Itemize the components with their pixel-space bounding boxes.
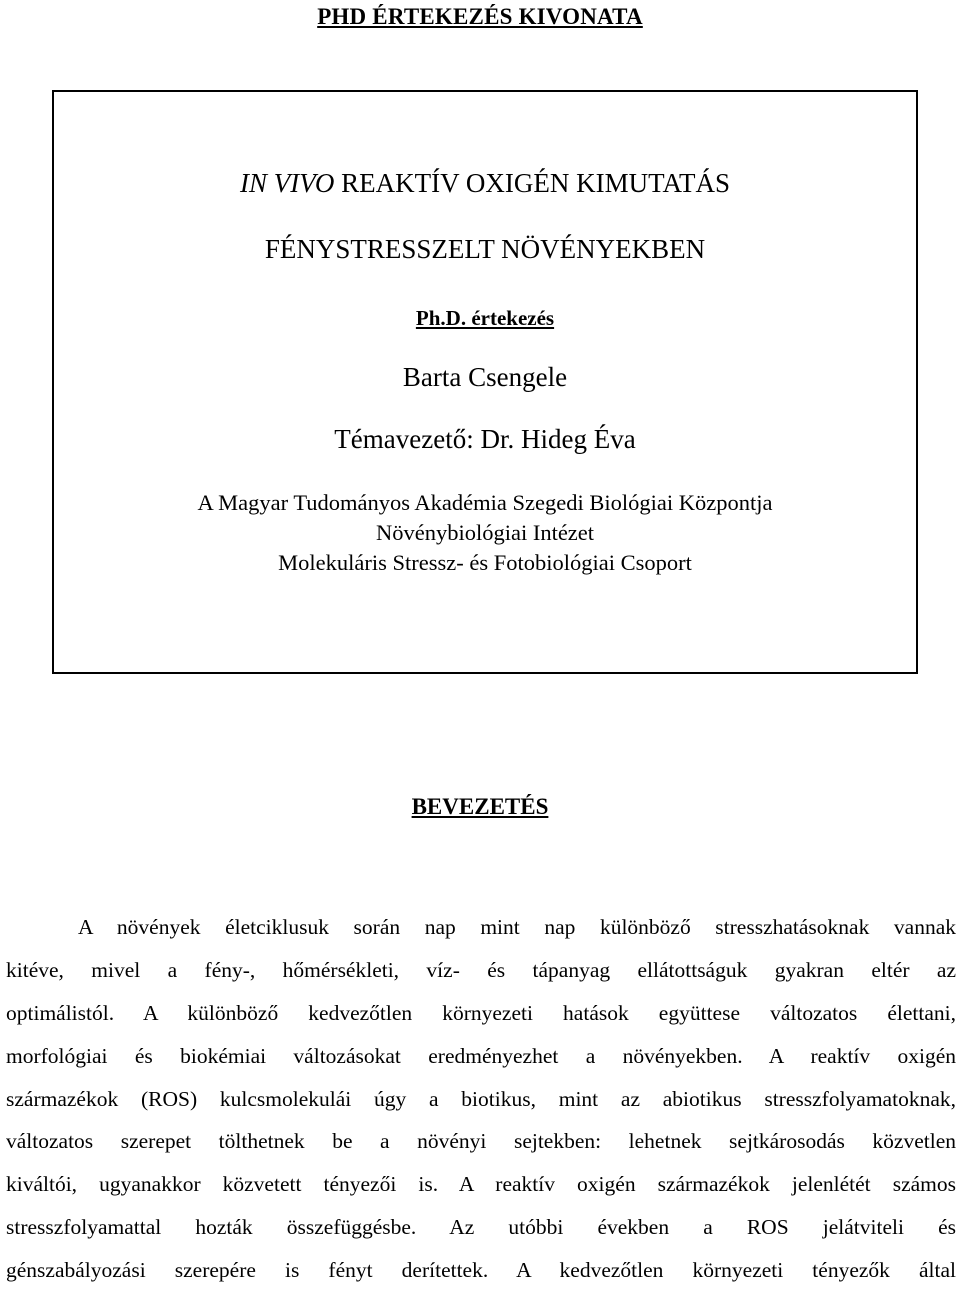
institution-line: Molekuláris Stressz- és Fotobiológiai Csoport bbox=[278, 550, 692, 575]
paragraph-line: kiváltói, ugyanakkor közvetett tényezői is. A reaktív oxigén származékok jelenlétét számos bbox=[6, 1172, 956, 1197]
paragraph-line: kitéve, mivel a fény-, hőmérsékleti, víz- és tápanyag ellátottságuk gyakran eltér az bbox=[6, 957, 956, 982]
dissertation-title-line-2: FÉNYSTRESSZELT NÖVÉNYEKBEN bbox=[264, 234, 706, 264]
degree-label: Ph.D. értekezés bbox=[415, 306, 555, 330]
section-heading: BEVEZETÉS bbox=[411, 794, 549, 819]
paragraph-line: stresszfolyamattal hozták összefüggésbe. Az utóbbi években a ROS jelátviteli és bbox=[6, 1215, 956, 1240]
institution-line: A Magyar Tudományos Akadémia Szegedi Biológiai Központja bbox=[197, 490, 773, 515]
title-box bbox=[52, 90, 918, 674]
title-rest-part: REAKTÍV OXIGÉN KIMUTATÁS bbox=[334, 168, 730, 198]
author-name: Barta Csengele bbox=[402, 362, 568, 392]
institution-line: Növénybiológiai Intézet bbox=[375, 520, 595, 545]
document-header: PHD ÉRTEKEZÉS KIVONATA bbox=[317, 4, 643, 29]
paragraph-line: változatos szerepet tölthetnek be a növényi sejtekben: lehetnek sejtkárosodás közvetlen bbox=[6, 1129, 956, 1154]
paragraph-line: A növények életciklusuk során nap mint nap különböző stresszhatásoknak vannak bbox=[78, 915, 956, 939]
paragraph-line: morfológiai és biokémiai változásokat eredményezhet a növényekben. A reaktív oxigén bbox=[6, 1043, 956, 1068]
title-italic-part: IN VIVO bbox=[240, 168, 335, 198]
paragraph-line: optimálistól. A különböző kedvezőtlen környezeti hatások együttese változatos élettani, bbox=[6, 1000, 956, 1025]
supervisor-line: Témavezető: Dr. Hideg Éva bbox=[334, 424, 636, 454]
dissertation-title-line-1 bbox=[54, 168, 916, 199]
body-paragraph bbox=[6, 906, 956, 1292]
paragraph-line: származékok (ROS) kulcsmolekulái úgy a biotikus, mint az abiotikus stresszfolyamatoknak, bbox=[6, 1086, 956, 1111]
paragraph-line: génszabályozási szerepére is fényt derítettek. A kedvezőtlen környezeti tényezők által bbox=[6, 1258, 956, 1283]
